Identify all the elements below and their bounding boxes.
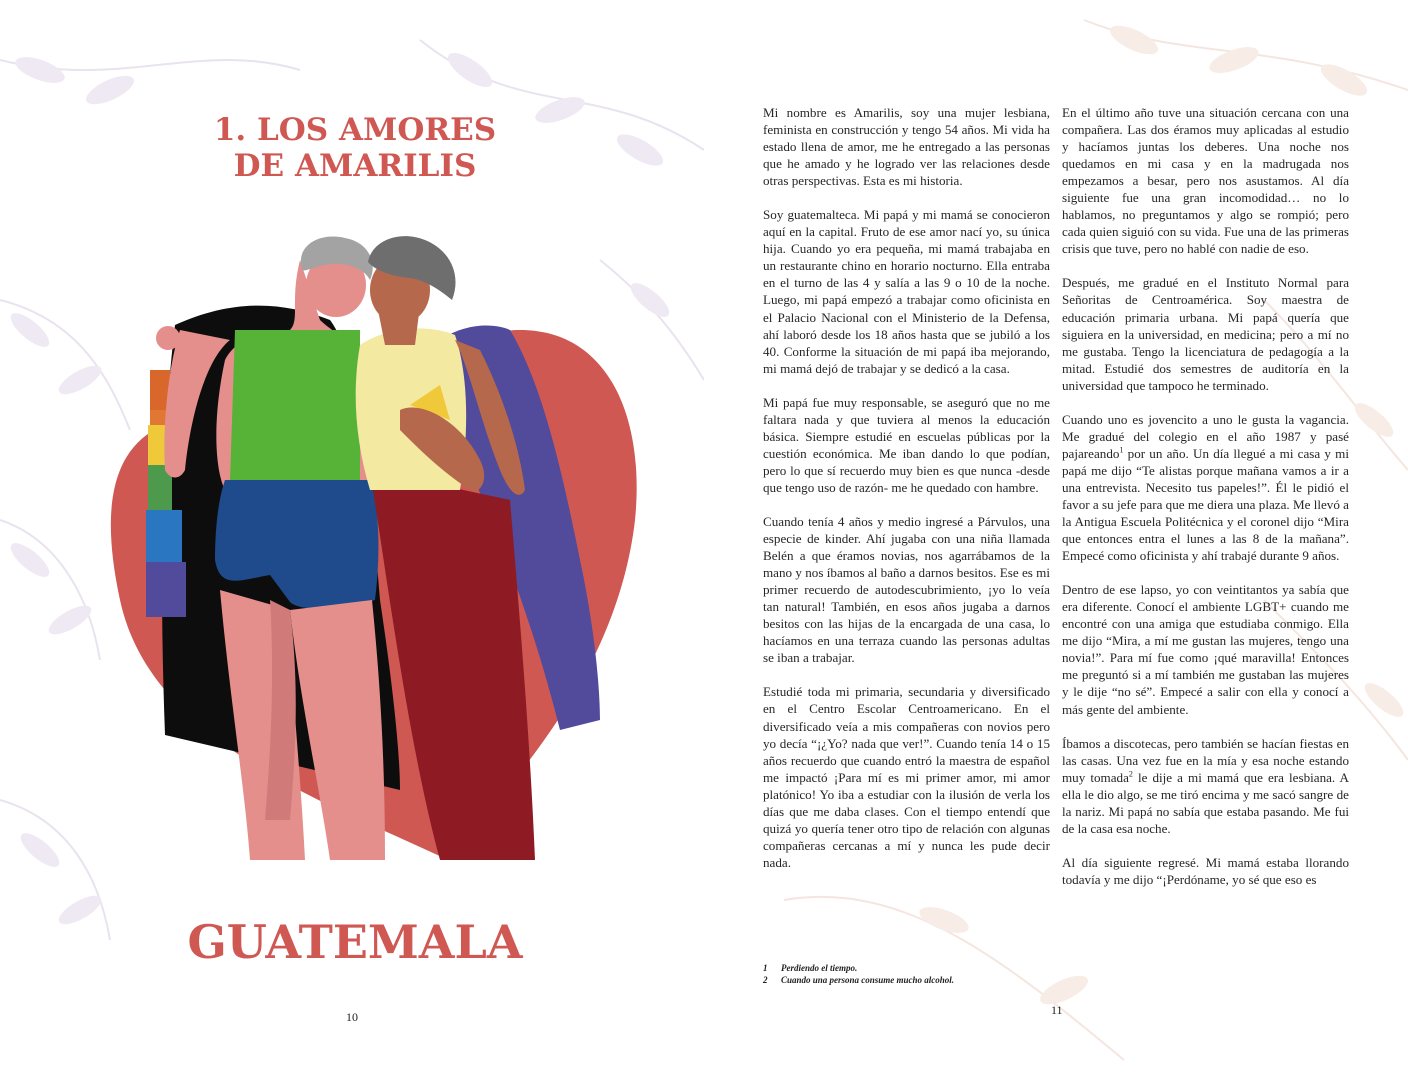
paragraph: Dentro de ese lapso, yo con veintitantos ya sabía que era diferente. Conocí el ambiente LGBT+ cuando me encontré con una amiga que estudiaba conmigo. Ella me dijo “Mira, a mí me gustan las mujeres, tengo una novia!”. Para mí fue como ¡qué maravilla! Entonces me preguntó si a mí también me gustaban las mujeres y le dije “no sé”. Empecé a salir con ella y conocí a más gente del ambiente. [1062, 582, 1349, 717]
footnote-marker: 2 [1128, 769, 1133, 779]
footnote-text: Cuando una persona consume mucho alcohol. [781, 975, 955, 985]
chapter-title-line-2: DE AMARILIS [233, 148, 477, 184]
tank-top [230, 330, 360, 480]
paragraph: Soy guatemalteca. Mi papá y mi mamá se conocieron aquí en la capital. Fruto de ese amor nací yo, su única hija. Cuando yo era pequeña, mi mamá trabajaba en un restaurante chino en horario nocturno. Ella entraba en el turno de las 4 y salía a las 9 o 10 de la noche. Luego, mi papá empezó a trabajar como oficinista en el Palacio Nacional con el Ministerio de la Defensa, ahí laboró desde los 18 años hasta que se jubiló a los 40. Conforme la situación de mi papá iba mejorando, mi mamá dejó de trabajar y se dedicó a la casa. [763, 207, 1050, 376]
footnote [763, 974, 954, 986]
footnote-number: 2 [763, 975, 768, 985]
paragraph-text: le dije a mi mamá que era lesbiana. A ella le dio algo, se me tiró encima y me sacó sangre de la nariz. Mi papá no sabía que estaba pasando. Me fui de la casa esa noche. [1062, 769, 1350, 836]
paragraph-text: por un año. Un día llegué a mi casa y mi papá me dijo “Te alistas porque mañana vamos a ir a una entrevista. Necesito tus papeles!”. Él le pidió el favor a su jefe para que me diera una plaza. Me llevó a la Antigua Escuela Politécnica y el coronel dijo “Mira que entonces entra el lunes a las 8 de la mañana”. Empecé como oficinista y ahí trabajé durante 9 años. [1062, 445, 1349, 564]
footnote-text: Perdiendo el tiempo. [781, 963, 858, 973]
paragraph: Al día siguiente regresé. Mi mamá estaba llorando todavía y me dijo “¡Perdóname, yo sé que eso es [1062, 854, 1349, 887]
paragraph: En el último año tuve una situación cercana con una compañera. Las dos éramos muy aplicadas al estudio y hacíamos juntas los deberes. Una noche nos quedamos en mi casa y en la madrugada nos empezamos a besar, pero nos asustamos. Al día siguiente fue una gran incomodidad… no lo hablamos, no preguntamos y algo se rompió; pero cada quien siguió con su vida. Fue una de las primeras crisis que tuve, pero no hablé con nadie de eso. [1062, 105, 1349, 257]
footnote-number: 1 [763, 963, 768, 973]
paragraph-text: Cuando uno es jovencito a uno le gusta la vagancia. Me gradué del colegio en el año 1987 y pasé pajareando [1062, 411, 1349, 461]
paragraph: Estudié toda mi primaria, secundaria y diversificado en el Centro Escolar Centroamericano. En el diversificado veía a mis compañeras con novios pero yo decía “¡¿Yo? nada que ver!”. Cuando tenía 14 o 15 años recuerdo que cuando entró la maestra de español me impactó ¡Para mí es mi primer amor, mi amor platónico! Yo iba a estudiar con la ilusión de verla los días que me daba clases. Con el tiempo entendí que quizá yo quería tener otro tipo de relación con algunas compañeras cercanas a mí y nunca les pude decir nada. [763, 684, 1050, 870]
paragraph [1062, 411, 1349, 564]
paragraph [1062, 735, 1349, 837]
footnote-marker: 1 [1119, 445, 1124, 455]
paragraph: Mi papá fue muy responsable, se aseguró que no me faltara nada y que tuviera al menos la educación básica. Siempre estudié en escuelas públicas por la cuestión económica. Me iban dando lo que podían, pero lo que sí recuerdo muy bien es que nunca -desde que tengo uso de razón- me he quedado con hambre. [763, 394, 1050, 495]
right-page [704, 0, 1408, 1088]
page-number-right: 11 [1051, 1003, 1063, 1017]
paragraph: Cuando tenía 4 años y medio ingresé a Párvulos, una especie de kinder. Ahí jugaba con una niña llamada Belén a que éramos novias, nos agarrábamos de la mano y nos íbamos al baño a darnos besitos. Ese es mi primer recuerdo de autodescubrimiento, ¡yo lo veía tan natural! También, en esos años jugaba a darnos besitos con las hijas de la encargada de una casa, lo hacíamos en una terraza cuando las personas adultas se iban a trabajar. [763, 513, 1050, 666]
page-number-left: 10 [346, 1010, 358, 1024]
chapter-title-line-1: 1. LOS AMORES [213, 112, 497, 148]
country-title: GUATEMALA [187, 915, 523, 969]
paragraph-text: Íbamos a discotecas, pero también se hacían fiestas en las casas. Una vez fue en la mía y esa noche estando muy tomada [1062, 735, 1349, 785]
paragraph: Después, me gradué en el Instituto Normal para Señoritas de Centroamérica. Soy maestra de educación primaria urbana. Mi papá quería que siguiera en la universidad, en medicina; pero a mí no me gustaba. Tengo la licenciatura de pedagogía a la mitad. Estudié dos semestres de auditoría en la universidad que tampoco he terminado. [1062, 275, 1349, 393]
footnotes [763, 962, 954, 986]
paragraph: Mi nombre es Amarilis, soy una mujer lesbiana, feminista en construcción y tengo 54 años. Mi vida ha estado llena de amor, me he entregado a las personas que he amado y he logrado ver las relaciones desde otras perspectivas. Esta es mi historia. [763, 105, 1050, 189]
text-column-left [763, 104, 1050, 888]
text-column-right [1062, 104, 1349, 905]
footnote [763, 962, 954, 974]
